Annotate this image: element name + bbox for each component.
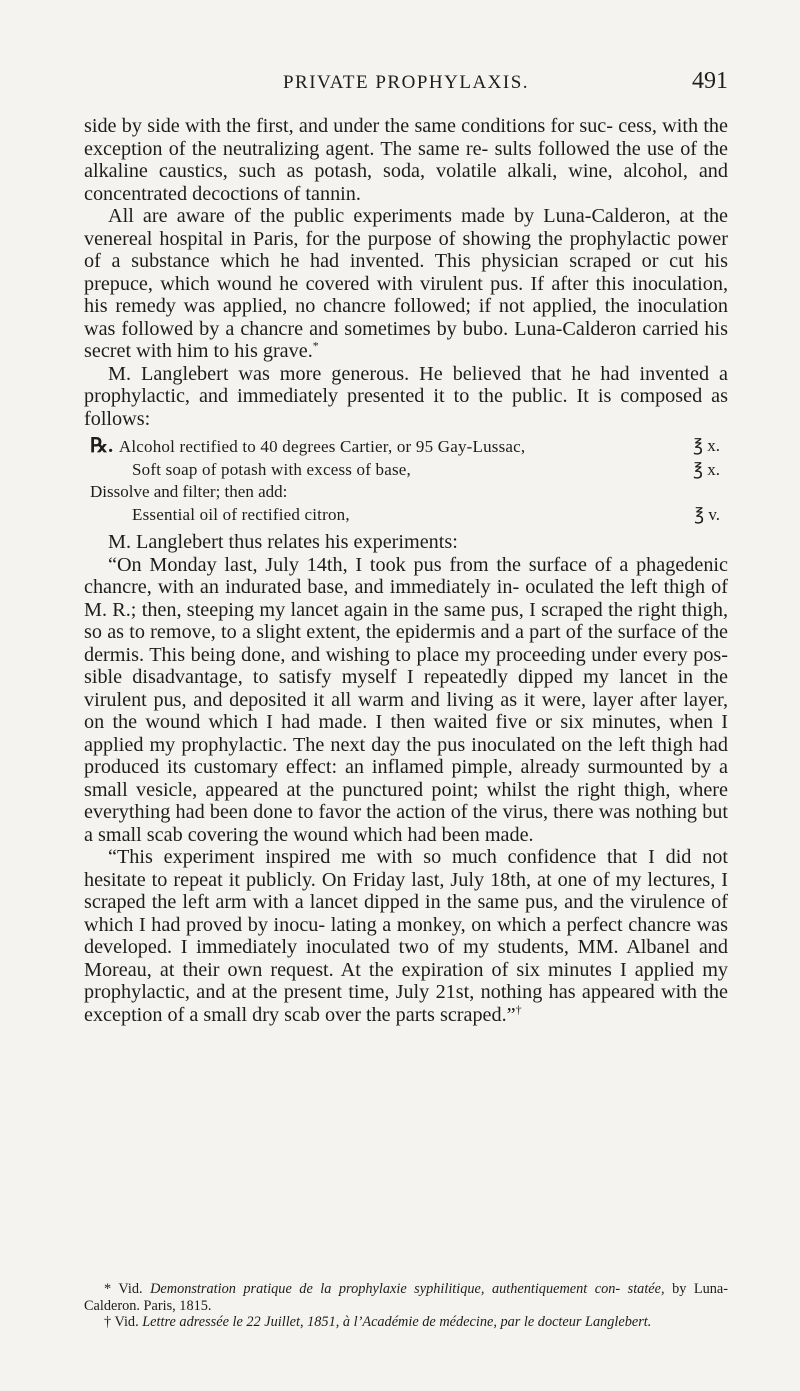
paragraph-second-experiment-text: “This experiment inspired me with so much confidence that I did not hesitate to repeat it publicly. On Friday last, July 18th, at one of my lectures, I scraped the left arm with a lancet dipped in the same pus, and the virulence of which I had proved by inocu- lating a monkey, on which a perfect chancre was developed. I immediately inoculated two of my students, MM. Albanel and Moreau, at their own request. At the expiration of six minutes I applied my prophylactic, and at the present time, July 21st, nothing has appeared with the exception of a small dry scab over the parts scraped.” — [84, 846, 728, 1026]
paragraph-luna-calderon — [84, 205, 728, 363]
running-header — [84, 70, 728, 100]
paragraph-langlebert-intro: M. Langlebert was more generous. He believed that he had invented a prophylactic, and immediately presented it to the public. It is composed as follows: — [84, 362, 728, 430]
prescription-line-1-text: Alcohol rectified to 40 degrees Cartier, or 95 Gay-Lussac, — [118, 437, 526, 456]
prescription-line-2 — [84, 459, 728, 482]
prescription-line-2-qty: ℥ x. — [693, 459, 720, 479]
footnote-1-rest: by Luna-Calderon. Paris, 1815. — [84, 1281, 728, 1314]
prescription-line-1 — [84, 435, 728, 459]
rx-symbol: ℞. — [90, 435, 114, 457]
prescription-line-4-qty: ℥ v. — [694, 504, 720, 524]
running-title: PRIVATE PROPHYLAXIS. — [282, 72, 530, 93]
prescription-line-3: Dissolve and filter; then add: — [90, 482, 288, 501]
paragraph-luna-calderon-text: All are aware of the public experiments made by Luna-Calderon, at the venereal hospital in Paris, for the purpose of showing the prophylactic power of a substance which he had invented. This physician scraped or cut his prepuce, which wound he covered with virulent pus. If after this inoculation, his remedy was applied, no chancre followed; if not applied, the inoculation was followed by a chancre and sometimes by bubo. Luna-Calderon carried his secret with him to his grave. — [84, 205, 728, 362]
paragraph-first-experiment: “On Monday last, July 14th, I took pus from the surface of a phagedenic chancre, with an indurated base, and immediately in- oculated the left thigh of M. R.; then, steeping my lancet again in the same pus, I scraped the right thigh, so as to remove, to a slight extent, the epidermis and a part of the surface of the dermis. This being done, and wishing to place my proceeding under every pos- sible disadvantage, to satisfy myself I repeatedly dipped my lancet in the virulent pus, and deposited it all warm and living as it were, layer after layer, on the wound which I had made. I then waited five or six minutes, when I applied my prophylactic. The next day the pus inoculated on the left thigh had produced its customary effect: an inflamed pimple, already surmounted by a small vesicle, appeared at the punctured point; whilst the right thigh, where everything had been done to favor the action of the virus, there was nothing but a small scab covering the wound which had been made. — [84, 553, 728, 846]
prescription-line-2-text: Soft soap of potash with excess of base, — [132, 459, 412, 479]
prescription-line-1-qty: ℥ x. — [693, 436, 720, 455]
paragraph-second-experiment — [84, 846, 728, 1026]
footnote-2-mark: † — [104, 1314, 112, 1330]
body-text — [84, 115, 728, 1026]
footnotes — [84, 1281, 728, 1331]
prescription-line-4-text: Essential oil of rectified citron, — [132, 504, 350, 524]
footnote-mark-2: † — [515, 1001, 522, 1016]
page-number: 491 — [692, 68, 728, 94]
paragraph-experiments-intro: M. Langlebert thus relates his experiments: — [108, 531, 458, 553]
footnote-1 — [84, 1281, 728, 1314]
footnote-mark-1: * — [312, 338, 319, 353]
prescription — [84, 435, 728, 526]
footnote-2-title: Lettre adressée le 22 Juillet, 1851, à l’Académie de médecine, par le docteur Langlebert. — [142, 1314, 652, 1330]
footnote-1-vid: Vid. — [118, 1281, 143, 1297]
footnote-1-mark: * — [104, 1281, 112, 1297]
footnote-2-vid: Vid. — [114, 1314, 139, 1330]
footnote-2 — [84, 1314, 728, 1331]
paragraph-continued: side by side with the first, and under the same conditions for suc- cess, with the exception of the neutralizing agent. The same re- sults followed the use of the alkaline caustics, such as potash, soda, volatile alkali, wine, alcohol, and concentrated decoctions of tannin. — [84, 115, 728, 205]
prescription-line-4 — [84, 504, 728, 527]
footnote-1-title: Demonstration pratique de la prophylaxie syphilitique, authentiquement con- statée, — [150, 1281, 665, 1297]
